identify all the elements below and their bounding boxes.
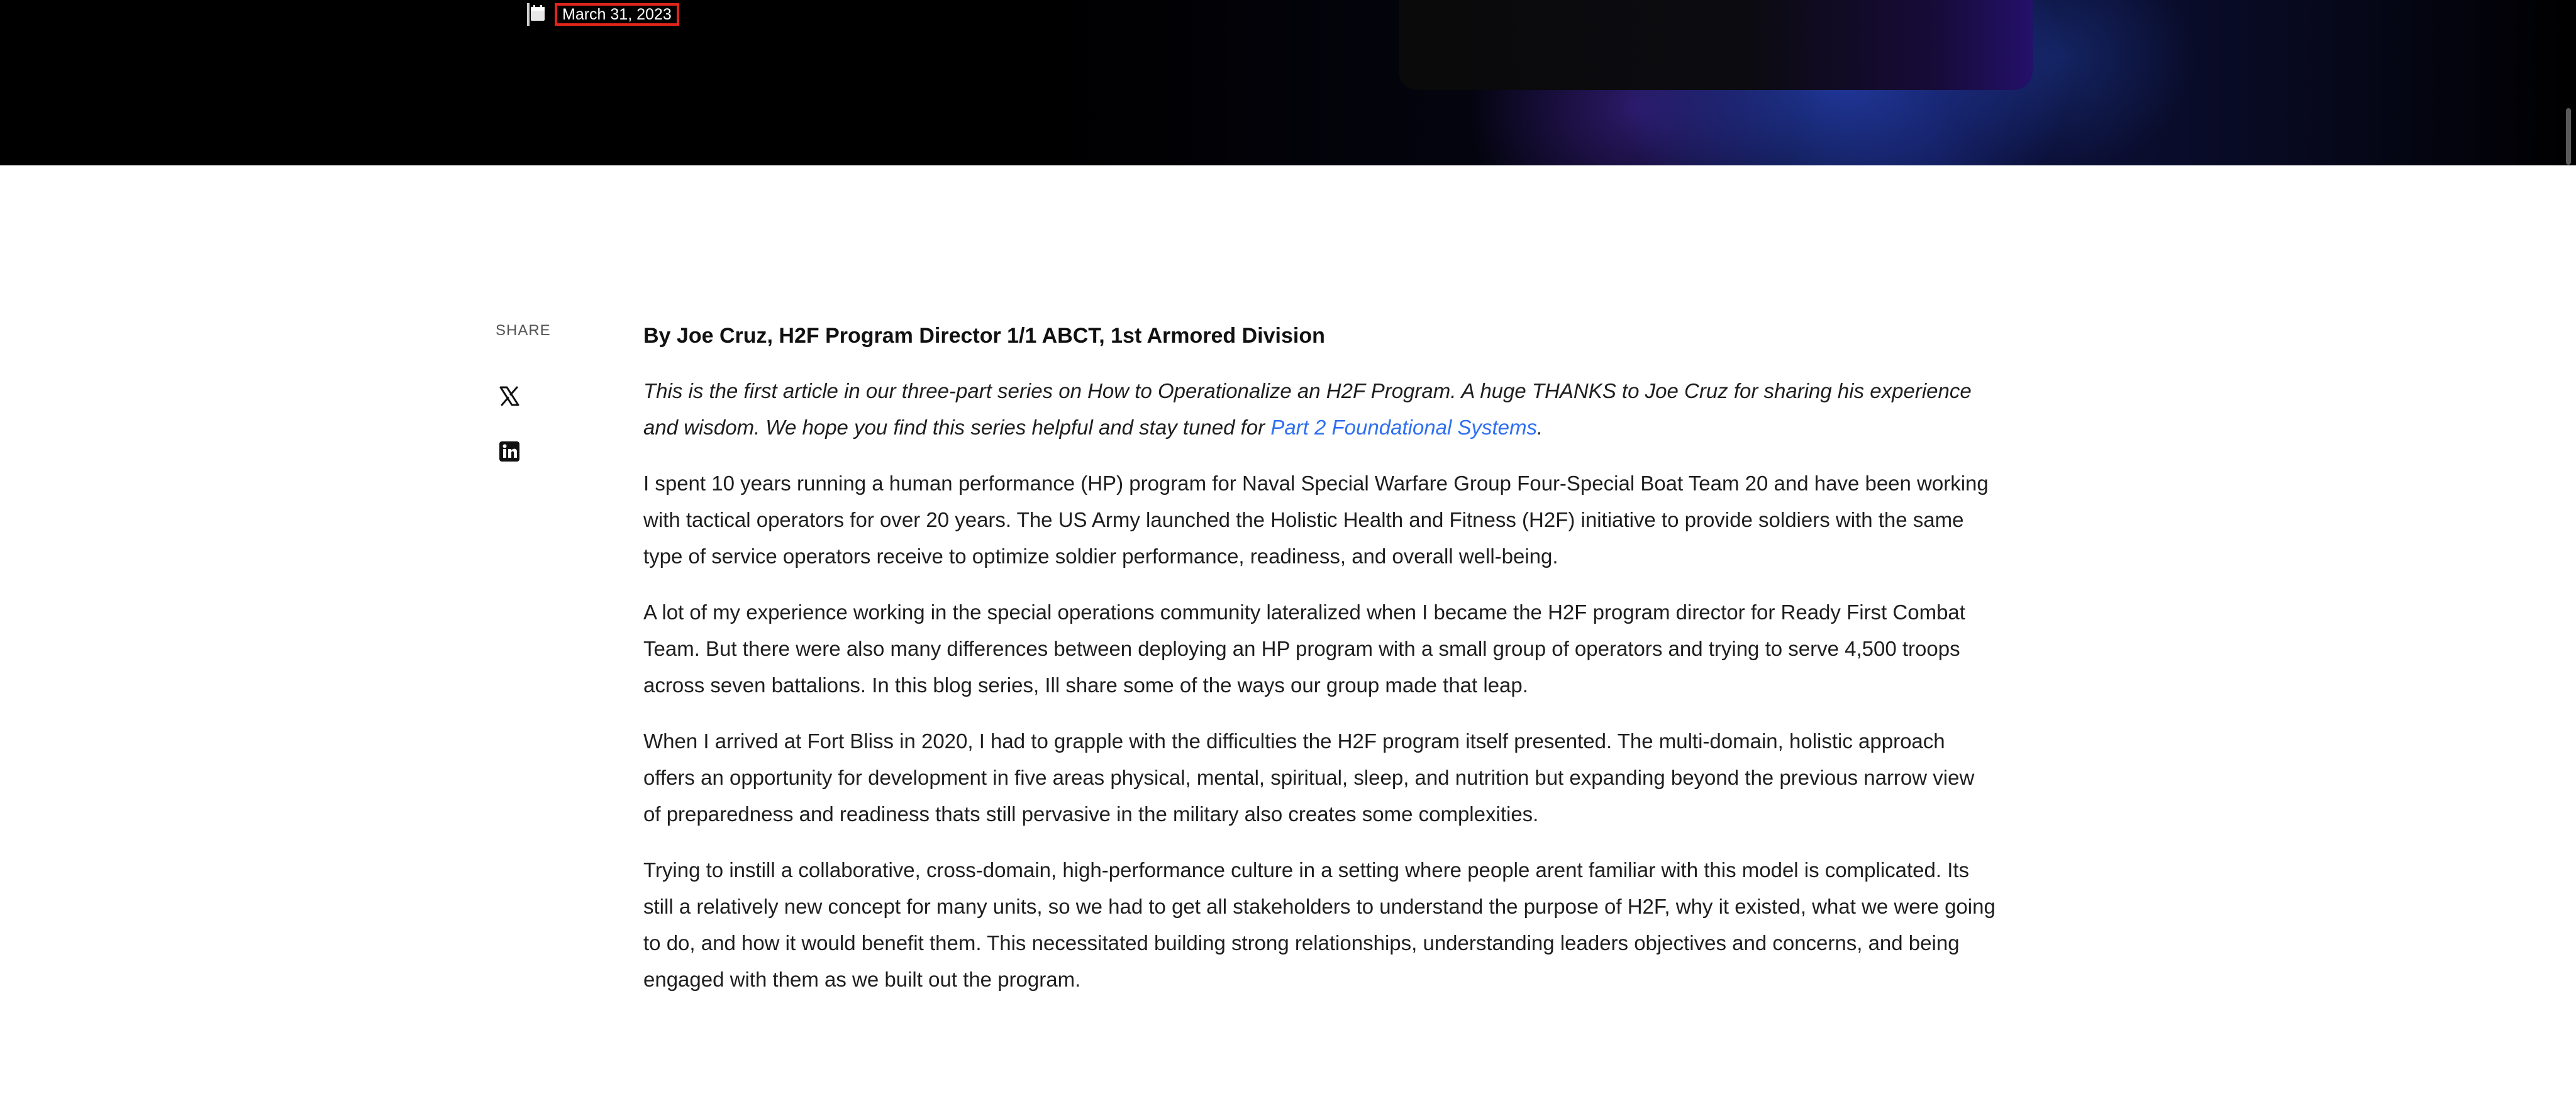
article-paragraph: Trying to instill a collaborative, cross-domain, high-performance culture in a setting where people arent familiar with this model is complicated. Its still a relatively new concept for many units, so we had to get all stakeholders to understand the purpose of H2F, why it existed, what we were going to do, and how it would benefit them. This necessitated building strong relationships, understanding leaders objectives and concerns, and being engaged with them as we built out the program. (643, 858, 1996, 991)
article-paragraph: When I arrived at Fort Bliss in 2020, I had to grapple with the difficulties the H2F program itself presented. The multi-domain, holistic approach offers an opportunity for development in five areas physical, mental, spiritual, sleep, and nutrition but expanding beyond the previous narrow view of preparedness and readiness thats still pervasive in the military also creates some complexities. (643, 729, 1975, 826)
scrollbar-thumb[interactable] (2566, 108, 2571, 165)
calendar-icon (527, 3, 546, 26)
post-date-text: March 31, 2023 (555, 3, 679, 26)
intro-end: . (1537, 416, 1543, 439)
article-paragraph: A lot of my experience working in the special operations community lateralized when I became the H2F program director for Ready First Combat Team. But there were also many differences between deploying an HP program with a small group of operators and trying to serve 4,500 troops across seven battalions. In this blog series, Ill share some of the ways our group made that leap. (643, 601, 1965, 697)
linkedin-icon[interactable] (498, 440, 521, 463)
article-byline: By Joe Cruz, H2F Program Director 1/1 ABCT, 1st Armored Division (643, 324, 1325, 348)
share-label: SHARE (496, 322, 551, 339)
post-date (527, 1, 679, 28)
hero-image-card (1399, 0, 2033, 90)
intro-text: This is the first article in our three-part series on How to Operationalize an H2F Program. A huge THANKS to Joe Cruz for sharing his experience and wisdom. We hope you find this series helpful and stay tuned for (643, 379, 1972, 439)
share-bar (484, 322, 560, 340)
article-intro (643, 373, 1996, 446)
part-2-link[interactable]: Part 2 Foundational Systems (1270, 416, 1538, 439)
article-paragraph: I spent 10 years running a human performance (HP) program for Naval Special Warfare Group Four-Special Boat Team 20 and have been working with tactical operators for over 20 years. The US Army launched the Holistic Health and Fitness (H2F) initiative to provide soldiers with the same type of service operators receive to optimize soldier performance, readiness, and overall well-being. (643, 472, 1989, 568)
hero-banner (0, 0, 2576, 165)
x-twitter-icon[interactable] (498, 385, 521, 407)
article-body (643, 318, 1996, 1017)
